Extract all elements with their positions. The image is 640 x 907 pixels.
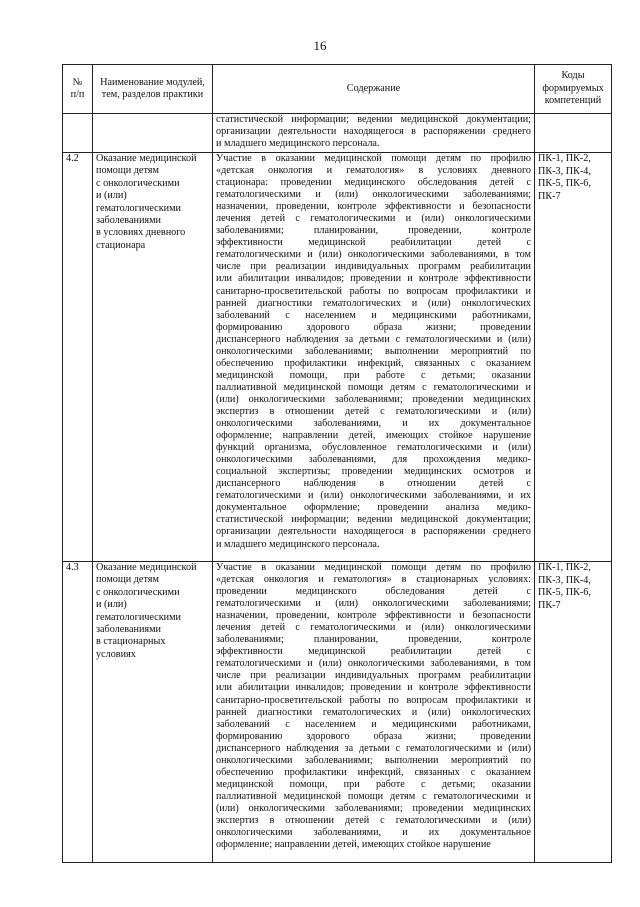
- table-row-continuation: [63, 114, 612, 153]
- row-codes-cell: [535, 114, 612, 153]
- content-line: числе при реализации индивидуальных программ реабилитации: [216, 261, 531, 273]
- competency-code-line: ПК-7: [538, 190, 561, 202]
- competency-code-line: ПК-5, ПК-6,: [538, 178, 591, 189]
- table-row: [63, 562, 612, 863]
- module-name-line: заболеваниями: [96, 215, 161, 227]
- content-line: эффективности медицинской реабилитации детей с: [216, 237, 531, 249]
- content-line: и младшего медицинского персонала.: [216, 538, 380, 550]
- competency-code-line: ПК-3, ПК-4,: [538, 574, 591, 586]
- content-line: гематологическими и (или) онкологическими заболеваниями;: [216, 189, 531, 201]
- content-line: оформление; направлении детей, имеющих стойкое нарушение: [216, 839, 491, 851]
- content-line: паллиативной медицинской помощи детям с гематологическими и: [216, 790, 531, 802]
- module-name-line: гематологическими: [96, 611, 182, 623]
- header-number: [63, 65, 93, 114]
- content-line: организации деятельности находящегося в распоряжении среднего: [216, 526, 531, 538]
- competency-code-line: ПК-3, ПК-4,: [538, 165, 591, 177]
- header-number-line: №: [72, 76, 83, 88]
- header-codes-line: компетенций: [544, 95, 602, 107]
- content-line: эффективности медицинской реабилитации детей с: [216, 646, 531, 658]
- practice-content-table: [62, 64, 612, 863]
- module-name-line: в условиях дневного: [96, 227, 186, 239]
- content-line: онкологическими заболеваниями; выполнении мероприятий по: [216, 345, 531, 357]
- header-module: [93, 65, 213, 114]
- competency-code-line: ПК-1, ПК-2,: [538, 153, 591, 164]
- content-line: ранней диагностики гематологических и (или) онкологических: [216, 706, 531, 718]
- content-line: заболеваний с населением и медицинскими работниками,: [216, 309, 531, 321]
- content-line: оформление; направлении детей, имеющих стойкое нарушение: [216, 430, 531, 442]
- content-line: экспертиз в отношении детей с гематологическими и (или): [216, 405, 531, 417]
- content-line: онкологическими заболеваниями, и их документальное: [216, 827, 531, 839]
- header-number-line: п/п: [70, 89, 85, 100]
- content-line: диспансерного наблюдения в отношении детей с: [216, 478, 531, 490]
- content-line: экспертиз в отношении детей с гематологическими и (или): [216, 814, 531, 826]
- header-module-line: тем, разделов практики: [101, 89, 204, 100]
- module-name-line: в стационарных: [96, 636, 166, 648]
- content-line: числе при реализации индивидуальных программ реабилитации: [216, 670, 531, 682]
- content-line: медицинской помощи, при работе с детьми; оказании: [216, 369, 531, 381]
- row-codes-cell: [535, 153, 612, 562]
- row-number-cell: 4.3: [63, 562, 93, 863]
- content-line: назначении, проведении, контроле эффективности и безопасности: [216, 610, 531, 622]
- content-line: организации деятельности находящегося в распоряжении среднего: [216, 126, 531, 138]
- content-line: «детская онкология и гематология» в условиях дневного: [216, 165, 531, 177]
- row-module-cell: [93, 153, 213, 562]
- table-row: [63, 153, 612, 562]
- content-line: документальное оформление; проведении анализа медико-: [216, 502, 531, 514]
- module-name-line: с онкологическими: [96, 177, 180, 189]
- content-line: (или) онкологическими заболеваниями; проведении медицинских: [216, 393, 531, 405]
- content-line: ранней диагностики гематологических и (или) онкологических: [216, 297, 531, 309]
- module-name-line: помощи детям: [96, 574, 159, 586]
- module-name-line: гематологическими: [96, 202, 182, 214]
- module-name-line: стационара: [96, 239, 146, 251]
- content-line: (или) онкологическими заболеваниями; проведении медицинских: [216, 802, 531, 814]
- header-codes-line: формируемых: [542, 82, 604, 94]
- module-name-line: помощи детям: [96, 165, 159, 177]
- competency-code-line: ПК-7: [538, 599, 561, 611]
- row-content-cell: [213, 562, 535, 863]
- content-line: функций организма, обусловленное гематологическими и (или): [216, 442, 531, 454]
- module-name-line: Оказание медицинской: [96, 562, 197, 573]
- content-line: заболеваний с населением и медицинскими работниками,: [216, 718, 531, 730]
- content-line: Участие в оказании медицинской помощи детям по профилю: [216, 562, 531, 573]
- row-module-cell: [93, 562, 213, 863]
- content-line: лечения детей с гематологическими и (или) онкологическими: [216, 213, 531, 225]
- content-line: санитарно-просветительской работы по вопросам профилактики и: [216, 285, 531, 297]
- header-module-line: Наименование модулей,: [100, 76, 205, 88]
- module-name-line: Оказание медицинской: [96, 153, 197, 164]
- content-line: формированию здорового образа жизни; проведении: [216, 321, 531, 333]
- row-number-cell: 4.2: [63, 153, 93, 562]
- content-line: медицинской помощи, при работе с детьми; оказании: [216, 778, 531, 790]
- content-line: онкологическими заболеваниями; выполнении мероприятий по: [216, 754, 531, 766]
- content-line: заболеваниями; планировании, проведении, контроле: [216, 225, 531, 237]
- row-number-cell: [63, 114, 93, 153]
- row-codes-cell: [535, 562, 612, 863]
- content-line: назначении, проведении, контроле эффективности и безопасности: [216, 201, 531, 213]
- content-line: и младшего медицинского персонала.: [216, 138, 380, 150]
- row-module-cell: [93, 114, 213, 153]
- module-name-line: и (или): [96, 190, 127, 202]
- content-line: диспансерного наблюдения за детьми с гематологическими и (или): [216, 742, 531, 754]
- module-name-line: условиях: [96, 648, 136, 660]
- content-line: стационара: проведении медицинского обследования детей с: [216, 177, 531, 189]
- content-line: или абилитации инвалидов; проведении и контроле эффективности: [216, 273, 531, 285]
- content-line: Участие в оказании медицинской помощи детям по профилю: [216, 153, 531, 164]
- module-name-line: и (или): [96, 599, 127, 611]
- content-line: формированию здорового образа жизни; проведении: [216, 730, 531, 742]
- content-line: онкологическими заболеваниями, для прохождения медико-: [216, 454, 531, 466]
- content-line: социальной экспертизы; проведении медицинских осмотров и: [216, 466, 531, 478]
- module-name-line: с онкологическими: [96, 586, 180, 598]
- content-line: гематологическими и (или) онкологическими заболеваниями, и их: [216, 490, 531, 502]
- content-line: «детская онкология и гематология» в стационарных условиях:: [216, 574, 531, 586]
- content-line: санитарно-просветительской работы по вопросам профилактики и: [216, 694, 531, 706]
- content-line: или абилитации инвалидов; проведении и контроле эффективности: [216, 682, 531, 694]
- content-line: паллиативной медицинской помощи детям с гематологическими и: [216, 381, 531, 393]
- content-line: диспансерного наблюдения за детьми с гематологическими и (или): [216, 333, 531, 345]
- content-line: онкологическими заболеваниями, и их документальное: [216, 418, 531, 430]
- row-content-cell: [213, 153, 535, 562]
- header-content: Содержание: [213, 65, 535, 114]
- table-header-row: [63, 65, 612, 114]
- competency-code-line: ПК-5, ПК-6,: [538, 587, 591, 598]
- page-number: 16: [313, 38, 327, 53]
- content-line: заболеваниями; планировании, проведении, контроле: [216, 634, 531, 646]
- row-content-cell: [213, 114, 535, 153]
- content-line: проведении медицинского обследования детей с: [216, 586, 531, 598]
- competency-code-line: ПК-1, ПК-2,: [538, 562, 591, 573]
- header-codes: [535, 65, 612, 114]
- content-line: лечения детей с гематологическими и (или) онкологическими: [216, 622, 531, 634]
- content-line: гематологическими и (или) онкологическими заболеваниями, в том: [216, 658, 531, 670]
- header-codes-line: Коды: [561, 70, 585, 82]
- content-line: обеспечению профилактики инфекций, связанных с оказанием: [216, 766, 531, 778]
- content-line: статистической информации; ведении медицинской документации;: [216, 114, 531, 125]
- content-line: гематологическими и (или) онкологическими заболеваниями;: [216, 598, 531, 610]
- content-line: гематологическими и (или) онкологическими заболеваниями, в том: [216, 249, 531, 261]
- content-line: статистической информации; ведении медицинской документации;: [216, 514, 531, 526]
- module-name-line: заболеваниями: [96, 624, 161, 636]
- content-line: обеспечению профилактики инфекций, связанных с оказанием: [216, 357, 531, 369]
